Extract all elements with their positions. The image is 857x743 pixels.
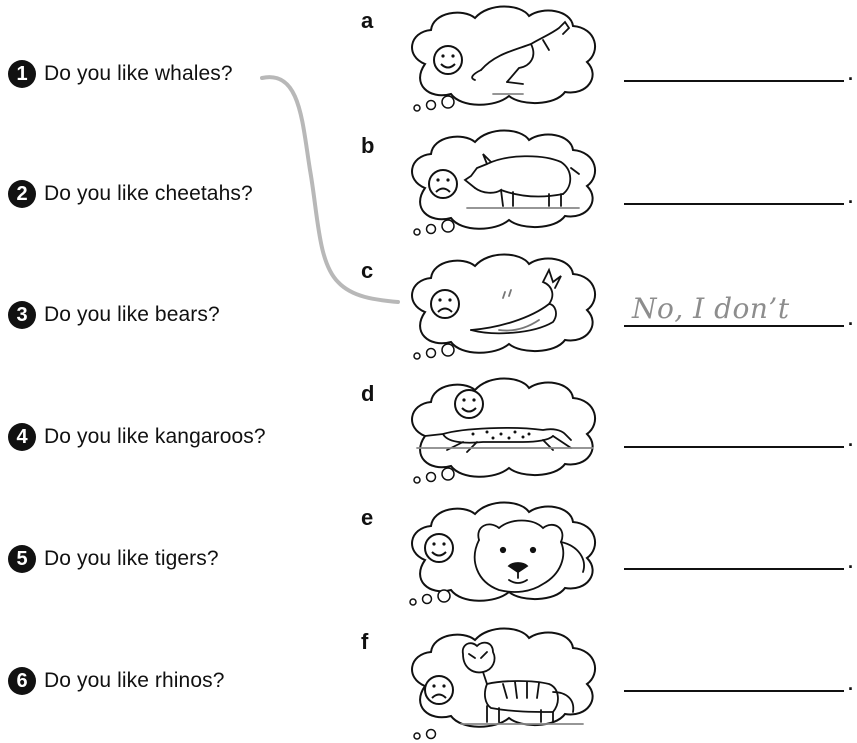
thought-bubble-a [403, 4, 603, 116]
smile-icon [425, 534, 453, 562]
picture-letter-b: b [361, 133, 375, 158]
answer-period: . [848, 187, 854, 207]
answer-period: . [848, 309, 854, 329]
thought-bubble-e [403, 500, 603, 612]
question-number: 1 [8, 60, 36, 88]
question-number: 2 [8, 180, 36, 208]
answer-line-f[interactable] [624, 690, 844, 692]
picture-letter-d: d [361, 381, 375, 406]
frown-icon [431, 290, 459, 318]
question-text: Do you like whales? [44, 62, 233, 85]
frown-icon [425, 676, 453, 704]
picture-letter-c: c [361, 258, 374, 283]
answer-line-b[interactable] [624, 203, 844, 205]
smile-icon [455, 390, 483, 418]
picture-letter-a: a [361, 8, 374, 33]
question-text: Do you like tigers? [44, 547, 219, 570]
question-text: Do you like cheetahs? [44, 182, 253, 205]
thought-bubble-f [403, 626, 603, 738]
answer-period: . [848, 64, 854, 84]
question-text: Do you like rhinos? [44, 669, 225, 692]
smile-icon [434, 46, 462, 74]
answer-period: . [848, 674, 854, 694]
question-6 [8, 664, 225, 698]
answer-line-a[interactable] [624, 80, 844, 82]
question-1 [8, 57, 233, 91]
answer-period: . [848, 552, 854, 572]
question-3 [8, 298, 220, 332]
question-2 [8, 177, 253, 211]
question-number: 3 [8, 301, 36, 329]
question-4 [8, 420, 266, 454]
frown-icon [429, 170, 457, 198]
question-5 [8, 542, 219, 576]
answer-line-e[interactable] [624, 568, 844, 570]
answer-period: . [848, 430, 854, 450]
example-answer: No, I don’t [632, 292, 790, 325]
thought-bubble-b [403, 128, 603, 240]
thought-bubble-d [403, 376, 603, 488]
question-text: Do you like bears? [44, 303, 220, 326]
thought-bubble-c [403, 252, 603, 364]
question-text: Do you like kangaroos? [44, 425, 266, 448]
picture-letter-e: e [361, 505, 374, 530]
answer-line-d[interactable] [624, 446, 844, 448]
question-number: 6 [8, 667, 36, 695]
answer-line-c[interactable] [624, 325, 844, 327]
picture-letter-f: f [361, 629, 369, 654]
question-number: 4 [8, 423, 36, 451]
question-number: 5 [8, 545, 36, 573]
